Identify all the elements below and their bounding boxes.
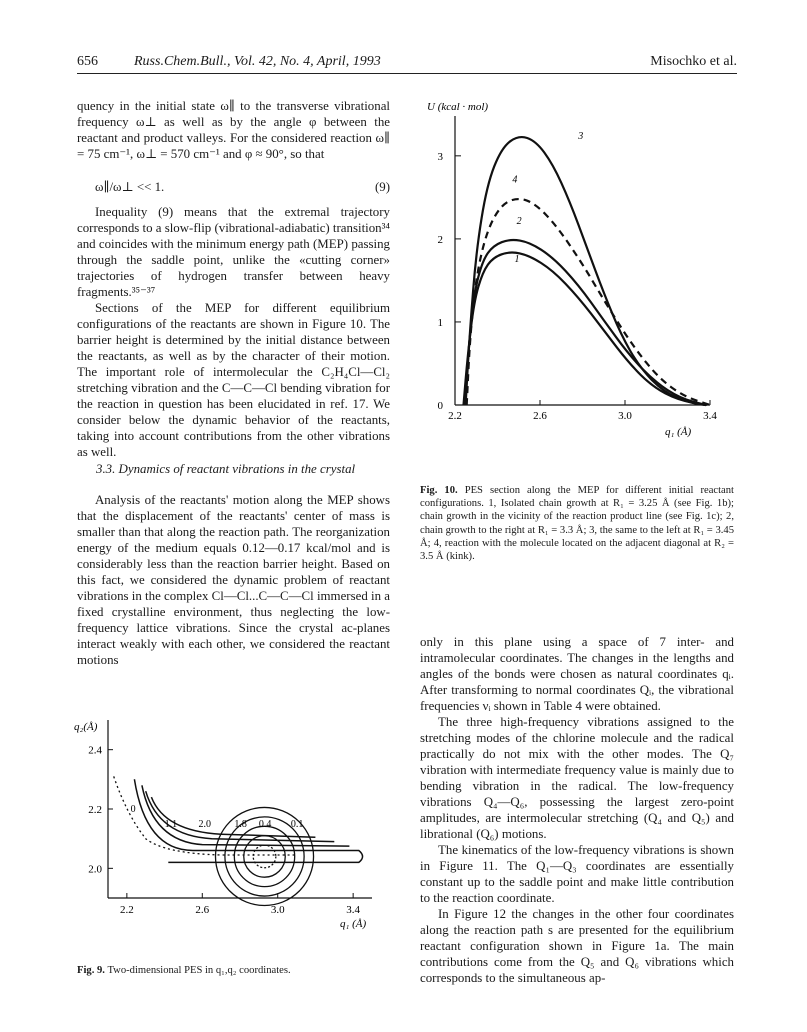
x-tick-label: 2.2 bbox=[448, 410, 462, 422]
contour-ellipse bbox=[253, 845, 276, 868]
contour-line bbox=[146, 791, 335, 841]
series-label-4: 4 bbox=[512, 174, 518, 186]
series-line-4 bbox=[467, 199, 710, 405]
y-axis-label: U (kcal · mol) bbox=[427, 101, 489, 113]
authors: Misochko et al. bbox=[650, 54, 737, 69]
paragraph: The three high-frequency vibrations assigned to the stretching modes of the chlorine molecule and the radical practically do not mix with the other modes. The Q₇ vibration with intermediate frequency value is mainly due to bending vibration in the radical. The low-frequency vibrations Q₄—Q₆, possessing the largest zero-point amplitudes, are intermolecular stretching (Q₄ and Q₅) and librational (Q₆) motions. bbox=[420, 715, 734, 841]
contour-ellipse bbox=[244, 836, 285, 877]
paragraph: In Figure 12 the changes in the other four coordinates along the reaction path s are presented for the equilibrium reactant configuration shown in Figure 1a. The main contributions come from the Q₅ and Q₆ vibrations which corresponds to the simultaneous ap- bbox=[420, 907, 734, 985]
series-label-3: 3 bbox=[578, 131, 584, 143]
x-tick-label: 2.6 bbox=[533, 410, 547, 422]
left-column-top bbox=[77, 98, 390, 162]
series-label-2: 2 bbox=[516, 215, 522, 227]
journal-reference: Russ.Chem.Bull., Vol. 42, No. 4, April, 1993 bbox=[134, 54, 381, 69]
paragraph: quency in the initial state ω∥ to the transverse vibrational frequency ω⊥ as well as by the angle φ between the reactant and product valleys. For the considered reaction ω∥ = 75 cm⁻¹, ω⊥ = 570 cm⁻¹ and φ ≈ 90°, so that bbox=[77, 99, 390, 161]
contour-label: 1.1 bbox=[164, 818, 178, 830]
y-tick-label: 2.4 bbox=[88, 744, 102, 757]
x-tick-label: 3.4 bbox=[703, 410, 717, 422]
x-tick-label: 3.4 bbox=[346, 904, 361, 916]
fig9-chart bbox=[72, 712, 397, 952]
fig10-caption bbox=[420, 484, 734, 563]
fig10-caption-label: Fig. 10. bbox=[420, 485, 458, 496]
equation-text: ω∥/ω⊥ << 1. bbox=[95, 180, 165, 194]
left-column-middle bbox=[77, 204, 390, 460]
paragraph: Inequality (9) means that the extremal trajectory corresponds to a slow-flip (vibrational-adiabatic) transition³⁴ and coincides with the minimum energy path (MEP) passing through the saddle point, unlike the «cutting corner» trajectories of hydrogen transfer between heavy fragments.³⁵⁻³⁷ bbox=[77, 205, 390, 299]
series-line-1 bbox=[464, 253, 706, 405]
x-tick-label: 2.6 bbox=[195, 904, 210, 916]
y-tick-label: 2 bbox=[437, 233, 443, 246]
paragraph: Analysis of the reactants' motion along the MEP shows that the displacement of the reactants' center of mass is smaller than that along the reaction path. The reorganization energy of the medium equals 0.12—0.17 kcal/mol and is considerably less than the reaction barrier height. Based on this fact, we considered the dynamic problem of reactant vibrations in the complex Cl—Cl...C—C—Cl immersed in a fixed crystalline environment, thus neglecting the low-frequency lattice vibrations. Since the crystal ac-planes interact weakly with each other, we considered the reactant motions bbox=[77, 493, 390, 667]
right-column-text bbox=[420, 634, 734, 986]
y-tick-label: 3 bbox=[437, 150, 443, 163]
mep-path bbox=[114, 776, 297, 855]
series-label-1: 1 bbox=[514, 254, 520, 266]
fig9-caption-label: Fig. 9. bbox=[77, 965, 105, 976]
contour-label: 0 bbox=[130, 803, 136, 815]
page-header bbox=[77, 54, 737, 76]
page-number: 656 bbox=[77, 54, 98, 69]
contour-label: 0.1 bbox=[290, 818, 304, 830]
y-tick-label: 2.0 bbox=[88, 863, 102, 876]
x-tick-label: 3.0 bbox=[618, 410, 632, 422]
x-axis-label: q₁ (Å) bbox=[665, 426, 692, 438]
contour-label: 2.0 bbox=[198, 818, 212, 830]
x-tick-label: 2.2 bbox=[119, 904, 134, 916]
paragraph: only in this plane using a space of 7 inter- and intramolecular coordinates. The changes in the lengths and angles of the bonds were chosen as natural coordinates qᵢ. After transforming to normal coordinates Qᵢ, the vibrational frequencies νᵢ shown in Table 4 were obtained. bbox=[420, 635, 734, 713]
fig9-caption-text: Two-dimensional PES in q₁,q₂ coordinates. bbox=[107, 965, 291, 976]
x-tick-label: 3.0 bbox=[270, 904, 285, 916]
y-tick-label: 0 bbox=[437, 400, 443, 412]
y-tick-label: 1 bbox=[437, 316, 443, 329]
y-axis-label: q₂(Å) bbox=[74, 721, 98, 733]
left-column-bottom bbox=[77, 492, 390, 668]
paragraph: The kinematics of the low-frequency vibrations is shown in Figure 11. The Q₁—Q₃ coordinates are essentially constant up to the saddle point and make little contribution to the reaction coordinate. bbox=[420, 843, 734, 905]
x-axis-label: q₁ (Å) bbox=[340, 918, 367, 930]
contour-label: 0.4 bbox=[258, 818, 272, 830]
contour-line bbox=[142, 785, 350, 846]
fig10-caption-text: PES section along the MEP for different initial reactant configurations. 1, Isolated chain growth at R₁ = 3.25 Å (see Fig. 1b); chain growth in the vicinity of the reaction product line (see Fig. 1c); 2, chain growth to the right at R₁ = 3.3 Å; 3, the same to the left at R₁ = 3.45 Å; 4, reaction with the molecule located on the adjacent diagonal at R₂ = 3.5 Å (kink). bbox=[420, 485, 734, 563]
header-rule bbox=[77, 73, 737, 74]
fig9-caption bbox=[77, 964, 390, 977]
series-line-2 bbox=[465, 240, 706, 405]
equation-number: (9) bbox=[374, 180, 390, 194]
equation-9 bbox=[95, 180, 390, 198]
paragraph: Sections of the MEP for different equilibrium configurations of the reactants are shown in Figure 10. The barrier height is determined by the initial distance between the reactants, as well as by the character of their motion. The important role of intermolecular the C₂H₄Cl—Cl₂ stretching vibration and the C—C—Cl bending vibration for the reaction in question has been elucidated in ref. 17. We consider below the dynamic behavior of the reactants, taking into account contributions from the other vibrations as well. bbox=[77, 301, 390, 459]
y-tick-label: 2.2 bbox=[88, 804, 102, 816]
fig10-chart bbox=[415, 96, 735, 476]
section-title: 3.3. Dynamics of reactant vibrations in the crystal bbox=[96, 462, 356, 476]
contour-label: 1.8 bbox=[234, 818, 247, 830]
